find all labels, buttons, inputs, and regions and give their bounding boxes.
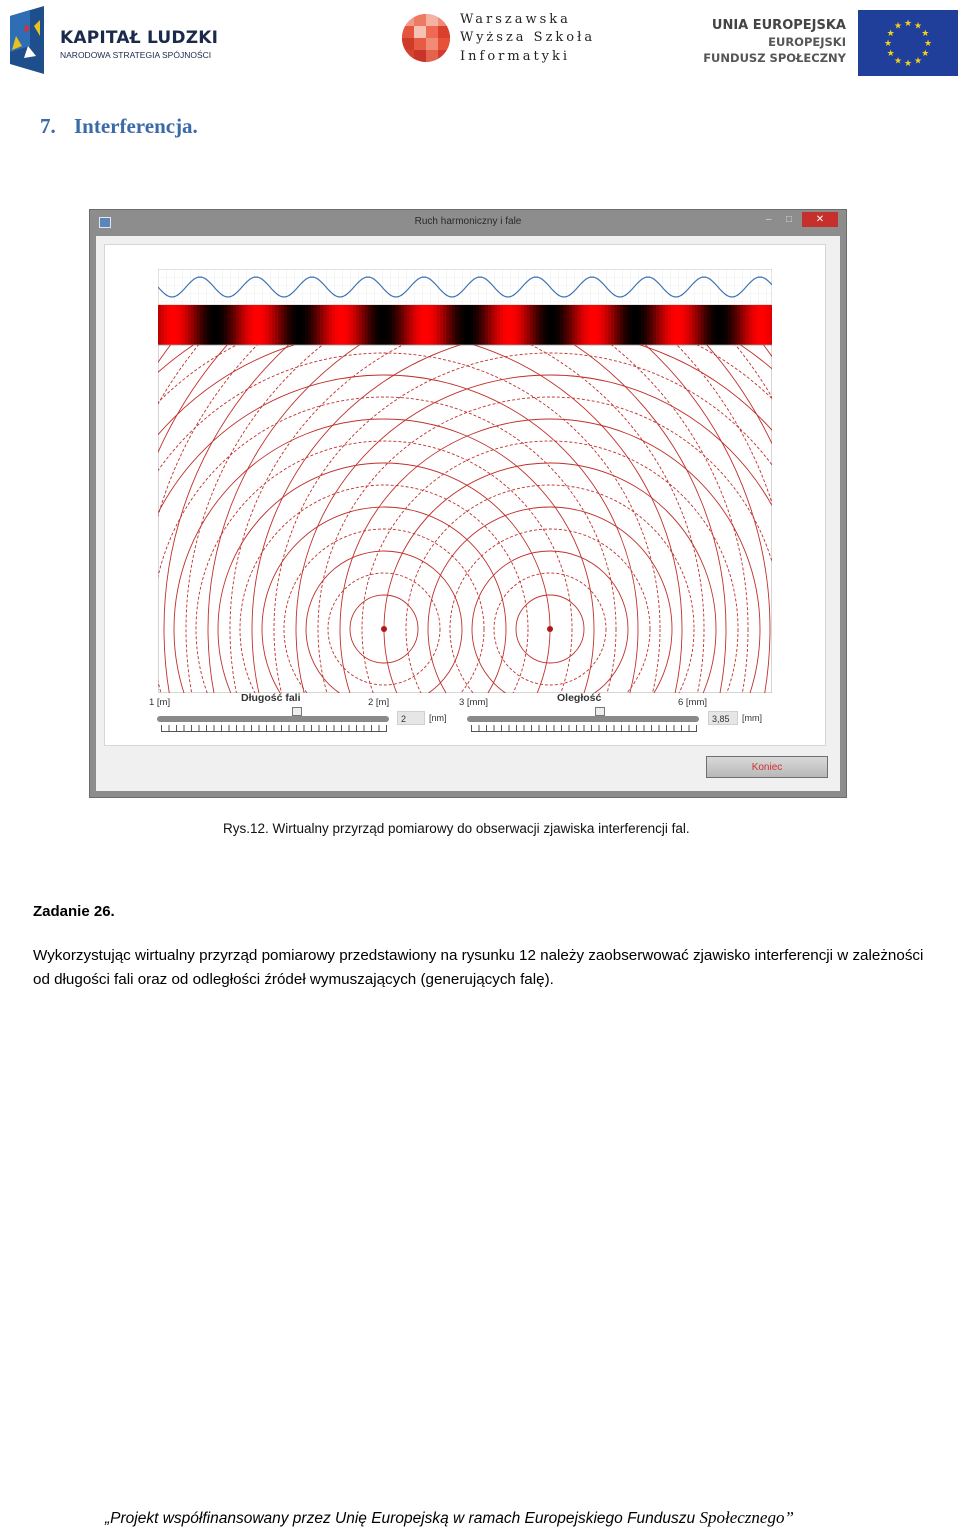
eu-star-icon: ★ [913,20,923,31]
logo-center-line1: Warszawska [460,12,571,27]
eu-star-icon: ★ [921,48,930,58]
wavelength-slider-thumb[interactable] [292,707,302,716]
maximize-button[interactable]: □ [786,214,793,225]
logo-right-line3: FUNDUSZ SPOŁECZNY [703,51,846,65]
interference-fringe-band [158,305,772,345]
window-title: Ruch harmoniczny i fale [414,216,522,227]
window-titlebar[interactable] [90,210,846,234]
logo-right-line1: UNIA EUROPEJSKA [711,18,846,33]
wavelength-max-label: 2 [m] [368,697,390,708]
section-title: Interferencja. [74,114,198,138]
footer-note [105,1508,865,1528]
footer-last-word: Społecznego” [699,1508,794,1527]
eu-star-icon: ★ [903,58,913,68]
logo-left-line2: NARODOWA STRATEGIA SPÓJNOŚCI [60,50,212,60]
eu-star-icon: ★ [883,38,893,48]
task-title: Zadanie 26. [33,903,115,920]
distance-unit: [mm] [742,713,762,723]
logo-left-line1: KAPITAŁ LUDZKI [60,28,219,48]
eu-flag-icon [858,10,958,76]
eu-star-icon: ★ [903,18,913,28]
app-window [90,210,846,797]
section-heading [40,114,198,139]
task-text: Wykorzystując wirtualny przyrząd pomiarowy przedstawiony na rysunku 12 należy zaobserwować zjawisko interferencji w zależności od długości fali oraz od odległości źródeł wymuszających (generujących falę). [33,947,924,988]
wavelength-slider-title: Długość fali [241,692,301,704]
wavelength-value-field[interactable]: 2 [397,711,425,725]
eu-logo [703,10,958,76]
interference-display [158,269,772,693]
simulation-panel [104,244,826,746]
eu-star-icon: ★ [893,55,903,66]
figure-caption: Rys.12. Wirtualny przyrząd pomiarowy do obserwacji zjawiska interferencji fal. [223,821,690,836]
distance-slider-thumb[interactable] [595,707,605,716]
wavelength-slider-track[interactable] [157,716,389,722]
eu-star-icon: ★ [886,28,895,38]
logo-center-line3: Informatyki [460,49,571,64]
wwsi-logo [400,10,596,68]
kapital-ludzki-emblem-icon [4,6,56,74]
close-button[interactable]: ✕ [802,212,838,227]
window-client-area [96,236,840,791]
eu-star-icon: ★ [923,38,933,48]
eu-star-icon: ★ [921,28,930,38]
wavelength-unit: [nm] [429,713,447,723]
section-number: 7. [40,114,56,138]
distance-slider-track[interactable] [467,716,699,722]
wavelength-min-label: 1 [m] [149,697,171,708]
eu-star-icon: ★ [886,48,895,58]
minimize-button[interactable]: – [766,214,772,225]
end-button[interactable]: Koniec [706,756,828,778]
logo-center-line2: Wyższa Szkoła [460,30,596,45]
wave-field [158,345,772,693]
wavelength-scale [161,725,387,732]
wave-source-1 [381,626,387,632]
wave-source-2 [547,626,553,632]
kapital-ludzki-logo [4,6,219,74]
distance-min-label: 3 [mm] [459,697,489,708]
distance-max-label: 6 [mm] [678,697,708,708]
distance-slider-title: Oległość [557,692,602,704]
logo-right-line2: EUROPEJSKI [768,35,846,49]
footer-text: „Projekt współfinansowany przez Unię Europejską w ramach Europejskiego Funduszu [105,1510,700,1527]
wwsi-mosaic-icon [400,10,452,64]
eu-star-icon: ★ [913,55,923,66]
wave-graph [158,269,772,305]
eu-star-icon: ★ [893,20,903,31]
distance-value-field[interactable]: 3,85 [708,711,738,725]
distance-scale [471,725,697,732]
